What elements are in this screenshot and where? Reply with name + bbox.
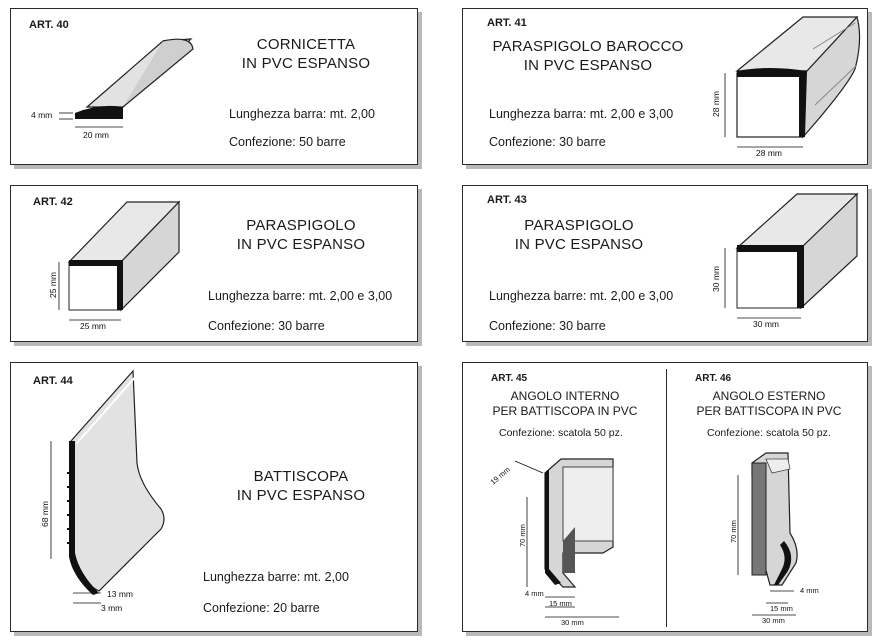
product-title-line-2: PER BATTISCOPA IN PVC	[492, 404, 638, 418]
dim-thickness: 3 mm	[101, 603, 123, 613]
product-card-art-41	[462, 8, 868, 165]
product-title	[216, 35, 396, 73]
dim-height: 25 mm	[48, 272, 58, 298]
product-title-line-1: CORNICETTA	[256, 36, 356, 53]
bar-length: Lunghezza barre: mt. 2,00 e 3,00	[489, 289, 674, 303]
article-number: ART. 40	[29, 19, 69, 31]
dim-top: 19 mm	[488, 464, 512, 487]
paraspigolo-profile-drawing	[463, 186, 868, 342]
product-card-art-44	[10, 362, 418, 632]
product-title	[211, 216, 391, 254]
product-title-line-2: IN PVC ESPANSO	[236, 487, 366, 504]
dim-height: 28 mm	[711, 91, 721, 117]
dim-width: 30 mm	[762, 616, 785, 625]
dim-foot: 15 mm	[770, 604, 793, 613]
package-info: Confezione: 30 barre	[489, 135, 606, 149]
package-info: Confezione: 50 barre	[229, 135, 346, 149]
product-title-line-2: IN PVC ESPANSO	[523, 57, 653, 74]
package-info: Confezione: 30 barre	[208, 319, 325, 333]
product-title-line-1: PARASPIGOLO	[246, 217, 356, 234]
product-title-line-2: PER BATTISCOPA IN PVC	[696, 404, 842, 418]
product-title-line-1: BATTISCOPA	[253, 468, 349, 485]
product-title-line-2: IN PVC ESPANSO	[241, 55, 371, 72]
product-title-line-1: ANGOLO INTERNO	[510, 389, 620, 403]
product-title-line-1: ANGOLO ESTERNO	[712, 389, 826, 403]
article-number: ART. 44	[33, 375, 73, 387]
angolo-interno-drawing	[463, 363, 666, 632]
bar-length: Lunghezza barre: mt. 2,00 e 3,00	[208, 289, 393, 303]
product-card-art-40	[10, 8, 418, 165]
product-title-line-1: PARASPIGOLO	[524, 217, 634, 234]
angolo-esterno-drawing	[666, 363, 868, 632]
dim-width: 20 mm	[83, 130, 109, 140]
dim-height: 70 mm	[729, 520, 738, 543]
dim-thickness: 4 mm	[31, 110, 53, 120]
dim-lip: 4 mm	[800, 586, 819, 595]
product-card-art-42	[10, 185, 418, 342]
package-info: Confezione: 30 barre	[489, 319, 606, 333]
product-card-art-45-46	[462, 362, 868, 632]
package-info-46: Confezione: scatola 50 pz.	[707, 427, 831, 439]
dim-width: 30 mm	[561, 618, 584, 627]
package-info-45: Confezione: scatola 50 pz.	[499, 427, 623, 439]
product-title-line-2: IN PVC ESPANSO	[236, 236, 366, 253]
article-number: ART. 41	[487, 17, 527, 29]
package-info: Confezione: 20 barre	[203, 601, 320, 615]
dim-width: 30 mm	[753, 319, 779, 329]
dim-height: 70 mm	[518, 524, 527, 547]
dim-foot: 15 mm	[549, 599, 572, 608]
dim-lip: 4 mm	[525, 589, 544, 598]
product-title-line-2: IN PVC ESPANSO	[514, 236, 644, 253]
product-title	[211, 467, 391, 505]
article-number: ART. 42	[33, 196, 73, 208]
product-title-line-1: PARASPIGOLO BAROCCO	[492, 38, 684, 55]
dim-width: 25 mm	[80, 321, 106, 331]
dim-height: 30 mm	[711, 266, 721, 292]
dim-height: 68 mm	[40, 501, 50, 527]
bar-length: Lunghezza barre: mt. 2,00	[203, 570, 349, 584]
dim-foot: 13 mm	[107, 589, 133, 599]
paraspigolo-barocco-profile-drawing	[463, 9, 868, 165]
cornicetta-profile-drawing	[11, 9, 211, 149]
article-number: ART. 43	[487, 194, 527, 206]
dim-width: 28 mm	[756, 148, 782, 158]
article-number-45: ART. 45	[491, 373, 528, 384]
product-card-art-43	[462, 185, 868, 342]
bar-length: Lunghezza barra: mt. 2,00	[229, 107, 375, 121]
article-number-46: ART. 46	[695, 373, 732, 384]
bar-length: Lunghezza barra: mt. 2,00 e 3,00	[489, 107, 674, 121]
